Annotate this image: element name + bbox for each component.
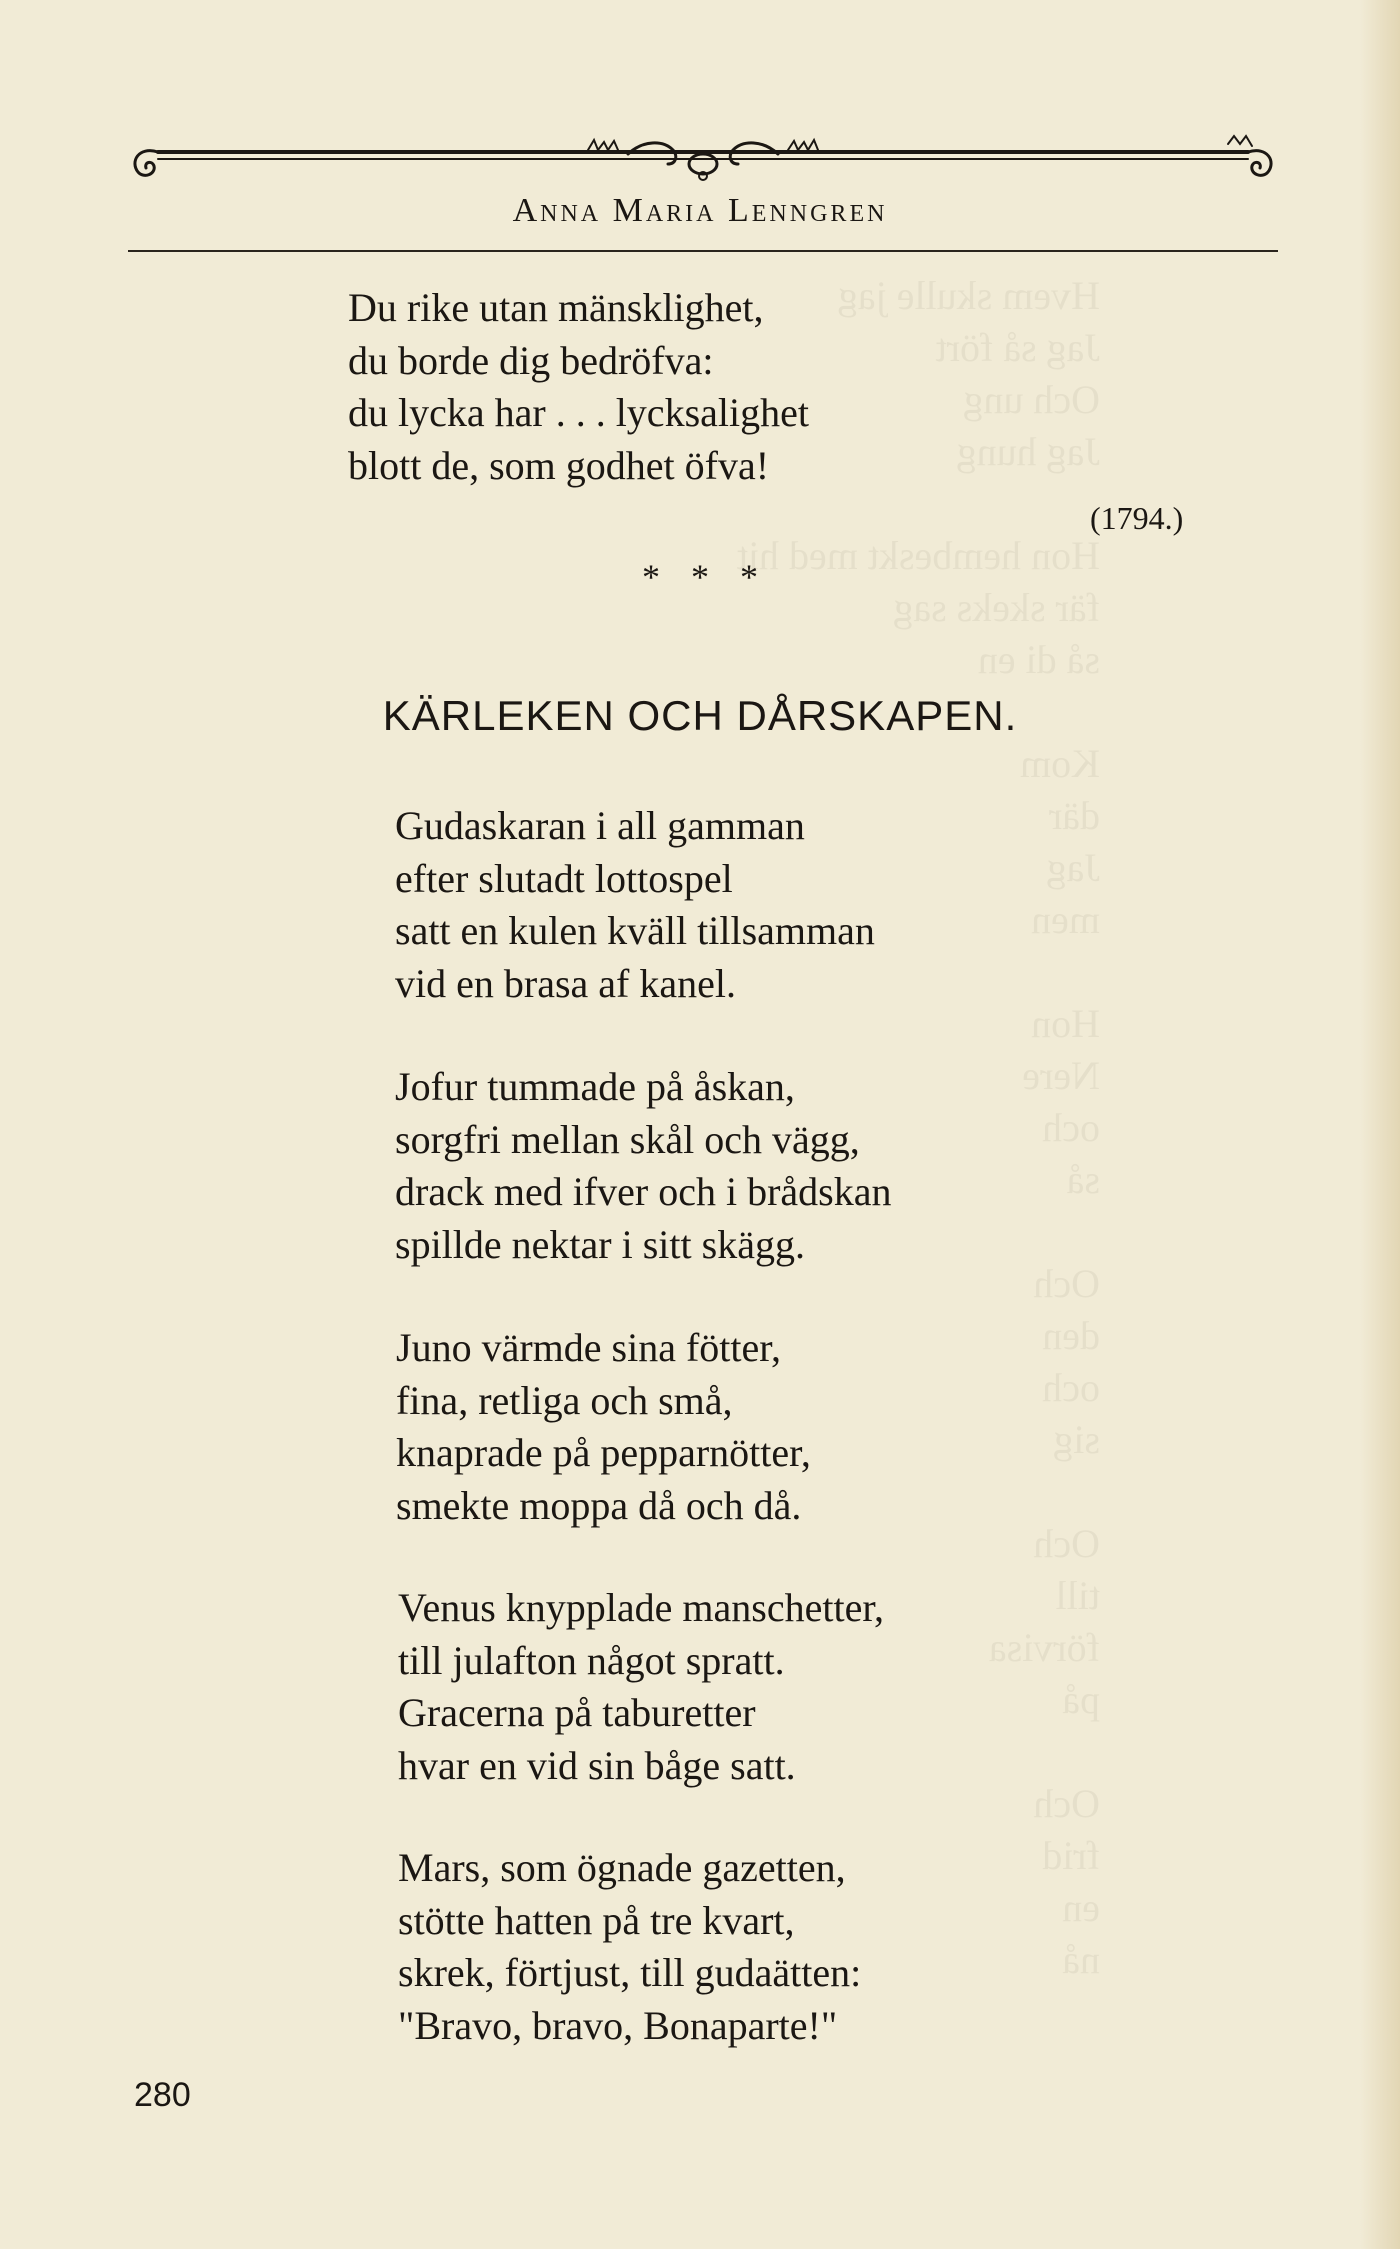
show-through-from-reverse: Hvem skulle jag Jag så fört Och ung Jag hung Hon hembeskt med hit fär skeks sag så di en Kom där Jag men Hon Nere och så Och den och sig Och till förvisa på Och frid en nå	[736, 273, 1100, 1982]
verse-line: du borde dig bedröfva:	[348, 337, 714, 383]
page-number: 280	[134, 2076, 191, 2114]
verse-line: blott de, som godhet öfva!	[348, 442, 770, 488]
verse-line: hvar en vid sin båge satt.	[398, 1742, 796, 1788]
verse-line: Venus knypplade manschetter,	[398, 1585, 885, 1630]
previous-poem-closing-stanza	[348, 282, 809, 492]
verse-line: knaprade på pepparnötter,	[396, 1430, 811, 1475]
verse-line: drack med ifver och i brådskan	[395, 1169, 892, 1214]
poem-title: KÄRLEKEN OCH DÅRSKAPEN.	[382, 692, 1018, 739]
stanza-4	[398, 1582, 884, 1792]
verse-line: skrek, förtjust, till gudaätten:	[398, 1950, 862, 1995]
page-edge-shadow	[1360, 0, 1400, 2249]
verse-line: satt en kulen kväll tillsamman	[395, 908, 875, 953]
section-break-asterisks: * * *	[642, 557, 758, 597]
head-rule	[128, 250, 1278, 252]
verse-line: du lycka har . . . lycksalighet	[348, 390, 809, 435]
stanza-2	[395, 1061, 891, 1271]
verse-line: Du rike utan mänsklighet,	[348, 285, 764, 330]
verse-line: spillde nektar i sitt skägg.	[395, 1221, 805, 1267]
stanza-3	[396, 1322, 811, 1532]
verse-line: Mars, som ögnade gazetten,	[398, 1845, 846, 1890]
verse-line: Gudaskaran i all gamman	[395, 803, 805, 848]
verse-line: vid en brasa af kanel.	[395, 960, 736, 1006]
verse-line: smekte moppa då och då.	[396, 1482, 802, 1528]
stanza-5	[398, 1842, 861, 2052]
stanza-1	[395, 800, 875, 1010]
verse-line: "Bravo, bravo, Bonaparte!"	[398, 2002, 838, 2048]
verse-line: stötte hatten på tre kvart,	[398, 1897, 795, 1943]
verse-line: Gracerna på taburetter	[398, 1690, 756, 1735]
verse-line: Jofur tummade på åskan,	[395, 1064, 795, 1109]
running-head: Anna Maria Lenngren	[512, 192, 888, 229]
verse-line: fina, retliga och små,	[396, 1377, 733, 1423]
head-ornament	[128, 132, 1278, 192]
verse-line: efter slutadt lottospel	[395, 855, 733, 901]
verse-line: sorgfri mellan skål och vägg,	[395, 1116, 860, 1162]
verse-line: till julafton något spratt.	[398, 1637, 785, 1683]
verse-line: Juno värmde sina fötter,	[396, 1325, 781, 1370]
poem-date: (1794.)	[1090, 500, 1184, 536]
